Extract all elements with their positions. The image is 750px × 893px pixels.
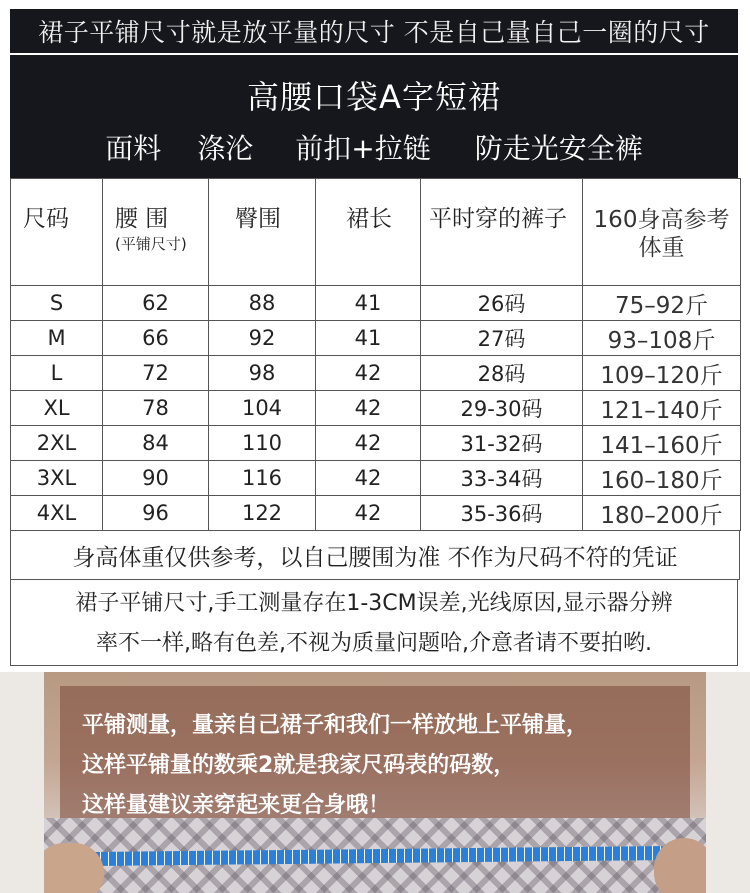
cell-reference-weight: 75–92斤 <box>583 286 741 321</box>
table-row <box>11 496 741 531</box>
cell-waist: 62 <box>103 286 209 321</box>
attribute-row <box>10 127 738 167</box>
column-header-waist <box>103 179 209 286</box>
cell-waist: 66 <box>103 321 209 356</box>
cell-usual-pants: 27码 <box>421 321 583 356</box>
cell-waist: 84 <box>103 426 209 461</box>
cell-reference-weight: 141–160斤 <box>583 426 741 461</box>
cell-size: S <box>11 286 103 321</box>
cell-hip: 92 <box>209 321 316 356</box>
table-row <box>11 356 741 391</box>
cell-length: 42 <box>316 496 421 531</box>
waist-sublabel: (平铺尺寸) <box>115 235 187 254</box>
table-row <box>11 391 741 426</box>
column-header-hip: 臀围 <box>209 179 316 286</box>
cell-hip: 104 <box>209 391 316 426</box>
table-body <box>11 286 741 531</box>
right-hand-image <box>654 838 706 893</box>
column-header-length: 裙长 <box>316 179 421 286</box>
attribute-safety-shorts: 防走光安全裤 <box>474 132 643 165</box>
cell-reference-weight: 109–120斤 <box>583 356 741 391</box>
cell-usual-pants: 26码 <box>421 286 583 321</box>
disclaimer-text: 身高体重仅供参考，以自己腰围为准 不作为尺码不符的凭证 <box>72 544 678 571</box>
photo-margin-left <box>0 672 44 893</box>
photo-margin-right <box>706 672 750 893</box>
column-header-reference-weight: 160身高参考体重 <box>583 179 741 286</box>
cell-hip: 110 <box>209 426 316 461</box>
cell-usual-pants: 33-34码 <box>421 461 583 496</box>
cell-usual-pants: 28码 <box>421 356 583 391</box>
photo-caption-line-1: 平铺测量，量亲自己裙子和我们一样放地上平铺量， <box>82 713 589 738</box>
cell-length: 42 <box>316 426 421 461</box>
cell-hip: 116 <box>209 461 316 496</box>
cell-length: 42 <box>316 461 421 496</box>
size-chart-table <box>10 178 741 531</box>
table-header-row <box>11 179 741 286</box>
cell-size: L <box>11 356 103 391</box>
top-banner <box>10 9 738 53</box>
cell-usual-pants: 35-36码 <box>421 496 583 531</box>
cell-hip: 122 <box>209 496 316 531</box>
cell-length: 42 <box>316 391 421 426</box>
cell-waist: 90 <box>103 461 209 496</box>
cell-reference-weight: 180–200斤 <box>583 496 741 531</box>
table-row <box>11 426 741 461</box>
product-header <box>10 55 738 178</box>
cell-waist: 72 <box>103 356 209 391</box>
photo-caption-line-3: 这样量建议亲穿起来更合身哦！ <box>82 793 391 818</box>
cell-hip: 98 <box>209 356 316 391</box>
cell-hip: 88 <box>209 286 316 321</box>
cell-length: 42 <box>316 356 421 391</box>
cell-size: 2XL <box>11 426 103 461</box>
cell-length: 41 <box>316 286 421 321</box>
cell-size: 4XL <box>11 496 103 531</box>
measurement-photo <box>44 672 706 893</box>
measurement-note <box>10 580 738 666</box>
disclaimer-note <box>10 531 740 580</box>
table-row <box>11 286 741 321</box>
cell-length: 41 <box>316 321 421 356</box>
attribute-closure: 前扣+拉链 <box>295 132 431 165</box>
attribute-fabric: 涤沦 <box>197 132 254 165</box>
column-header-usual-pants: 平时穿的裤子 <box>421 179 583 286</box>
cell-reference-weight: 121–140斤 <box>583 391 741 426</box>
measurement-note-line-1: 裙子平铺尺寸,手工测量存在1-3CM误差,光线原因,显示器分辨 <box>75 591 673 616</box>
cell-waist: 96 <box>103 496 209 531</box>
cell-reference-weight: 93–108斤 <box>583 321 741 356</box>
table-row <box>11 461 741 496</box>
attribute-label: 面料 <box>105 132 162 165</box>
cell-waist: 78 <box>103 391 209 426</box>
cell-reference-weight: 160–180斤 <box>583 461 741 496</box>
cell-size: XL <box>11 391 103 426</box>
cell-usual-pants: 31-32码 <box>421 426 583 461</box>
column-header-size: 尺码 <box>11 179 103 286</box>
cell-size: M <box>11 321 103 356</box>
cell-size: 3XL <box>11 461 103 496</box>
photo-caption-line-2: 这样平铺量的数乘2就是我家尺码表的码数， <box>82 753 516 778</box>
table-row <box>11 321 741 356</box>
measurement-note-line-2: 率不一样,略有色差,不视为质量问题哈,介意者请不要拍哟. <box>96 631 652 656</box>
cell-usual-pants: 29-30码 <box>421 391 583 426</box>
photo-caption-box <box>60 686 690 831</box>
product-title: 高腰口袋A字短裙 <box>247 78 501 116</box>
banner-text: 裙子平铺尺寸就是放平量的尺寸 不是自己量自己一圈的尺寸 <box>38 18 710 47</box>
waist-label: 腰 围 <box>115 206 169 232</box>
